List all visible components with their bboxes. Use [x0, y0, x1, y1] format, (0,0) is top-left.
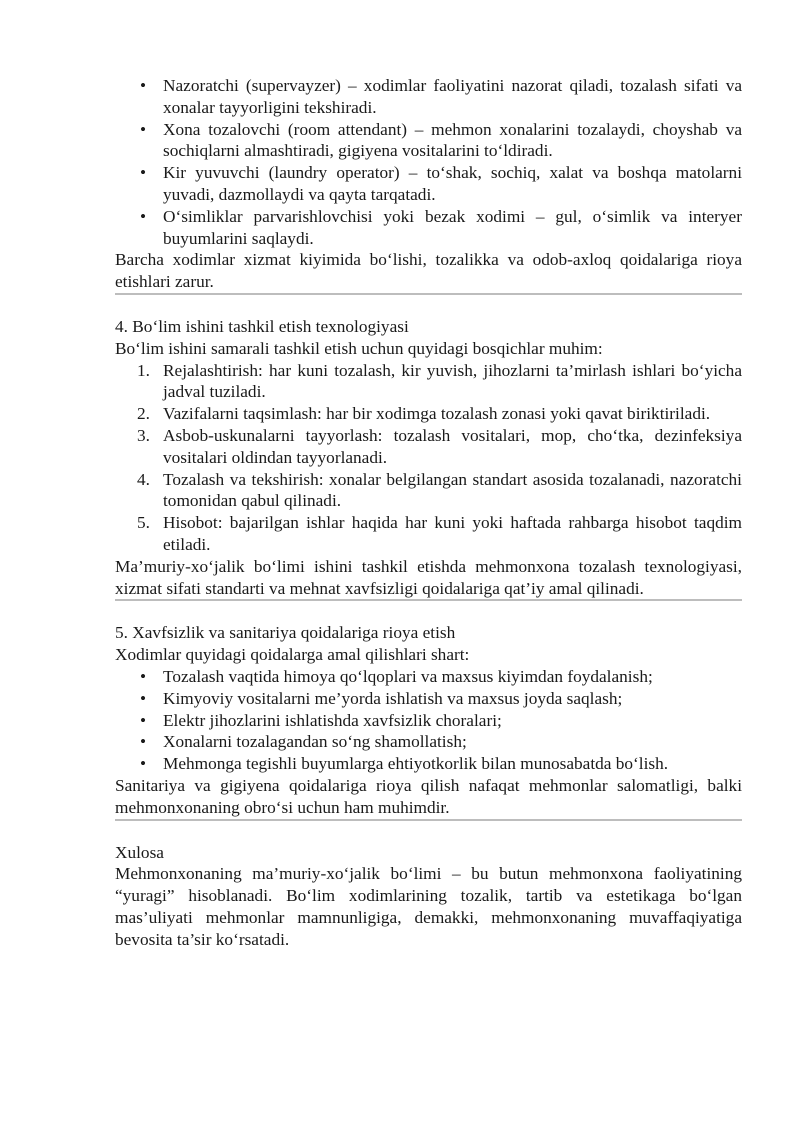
list-item [115, 360, 742, 404]
list-number: 2. [137, 404, 150, 424]
list-item [115, 469, 742, 513]
list-item-text: Tozalash va tekshirish: xonalar belgilangan standart asosida tozalanadi, nazoratchi tomonidan qabul qilinadi. [163, 469, 742, 511]
list-item: • Elektr jihozlarini ishlatishda xavfsizlik choralari; [115, 710, 742, 732]
list-item-text: Rejalashtirish: har kuni tozalash, kir yuvish, jihozlarni ta’mirlash ishlari bo‘yicha jadval tuziladi. [163, 360, 742, 402]
safety-rules-list [115, 666, 742, 775]
list-item: • Kimyoviy vositalarni me’yorda ishlatish va maxsus joyda saqlash; [115, 688, 742, 710]
list-number: 3. [137, 425, 150, 445]
divider [115, 293, 742, 295]
list-number: 4. [137, 469, 150, 489]
divider [115, 819, 742, 821]
list-item [115, 512, 742, 556]
list-item [115, 403, 742, 425]
document-page [115, 75, 742, 950]
list-item-text: Asbob-uskunalarni tayyorlash: tozalash vositalari, mop, cho‘tka, dezinfeksiya vositalari oldindan tayyorlanadi. [163, 425, 742, 467]
paragraph: Bo‘lim ishini samarali tashkil etish uchun quyidagi bosqichlar muhim: [115, 338, 603, 358]
list-item: • Tozalash vaqtida himoya qo‘lqoplari va maxsus kiyimdan foydalanish; [115, 666, 742, 688]
paragraph: Ma’muriy-xo‘jalik bo‘limi ishini tashkil etishda mehmonxona tozalash texnologiyasi, xizmat sifati standarti va mehnat xavfsizligi qoidalariga qat’iy amal qilinadi. [115, 556, 742, 598]
list-item-text: Vazifalarni taqsimlash: har bir xodimga tozalash zonasi yoki qavat biriktiriladi. [163, 404, 711, 424]
list-item: • O‘simliklar parvarishlovchisi yoki bezak xodimi – gul, o‘simlik va interyer buyumlarini saqlaydi. [115, 206, 742, 250]
paragraph: Barcha xodimlar xizmat kiyimida bo‘lishi, tozalikka va odob-axloq qoidalariga rioya etishlari zarur. [115, 250, 742, 292]
list-item: • Xonalarni tozalagandan so‘ng shamollatish; [115, 731, 742, 753]
staff-roles-list [115, 75, 742, 249]
paragraph: Xodimlar quyidagi qoidalarga amal qilishlari shart: [115, 645, 470, 665]
list-item-text: Hisobot: bajarilgan ishlar haqida har kuni yoki haftada rahbarga hisobot taqdim etiladi. [163, 513, 742, 554]
list-item: • Nazoratchi (supervayzer) – xodimlar faoliyatini nazorat qiladi, tozalash sifati va xonalar tayyorligini tekshiradi. [115, 75, 742, 119]
conclusion-heading: Xulosa [115, 842, 164, 862]
conclusion-paragraph: Mehmonxonaning ma’muriy-xo‘jalik bo‘limi – bu butun mehmonxona faoliyatining “yuragi” hisoblanadi. Bo‘lim xodimlarining tozalik, tartib va estetikaga bo‘lgan mas’uliyati mehmonlar mamnunligiga, demakki, mehmonxonaning muvaffaqiyatiga bevosita ta’sir ko‘rsatadi. [115, 864, 742, 949]
list-item [115, 425, 742, 469]
paragraph: Sanitariya va gigiyena qoidalariga rioya qilish nafaqat mehmonlar salomatligi, balki mehmonxonaning obro‘si uchun ham muhimdir. [115, 775, 742, 817]
divider [115, 599, 742, 601]
list-number: 5. [137, 513, 150, 533]
list-item: • Mehmonga tegishli buyumlarga ehtiyotkorlik bilan munosabatda bo‘lish. [115, 753, 742, 775]
section-heading: 5. Xavfsizlik va sanitariya qoidalariga rioya etish [115, 623, 456, 643]
list-item: • Kir yuvuvchi (laundry operator) – to‘shak, sochiq, xalat va boshqa matolarni yuvadi, dazmollaydi va qayta tarqatadi. [115, 162, 742, 206]
steps-list [115, 360, 742, 556]
list-number: 1. [137, 360, 150, 380]
list-item: • Xona tozalovchi (room attendant) – mehmon xonalarini tozalaydi, choyshab va sochiqlarni almashtiradi, gigiyena vositalarini to‘ldiradi. [115, 119, 742, 163]
section-heading: 4. Bo‘lim ishini tashkil etish texnologiyasi [115, 316, 409, 336]
